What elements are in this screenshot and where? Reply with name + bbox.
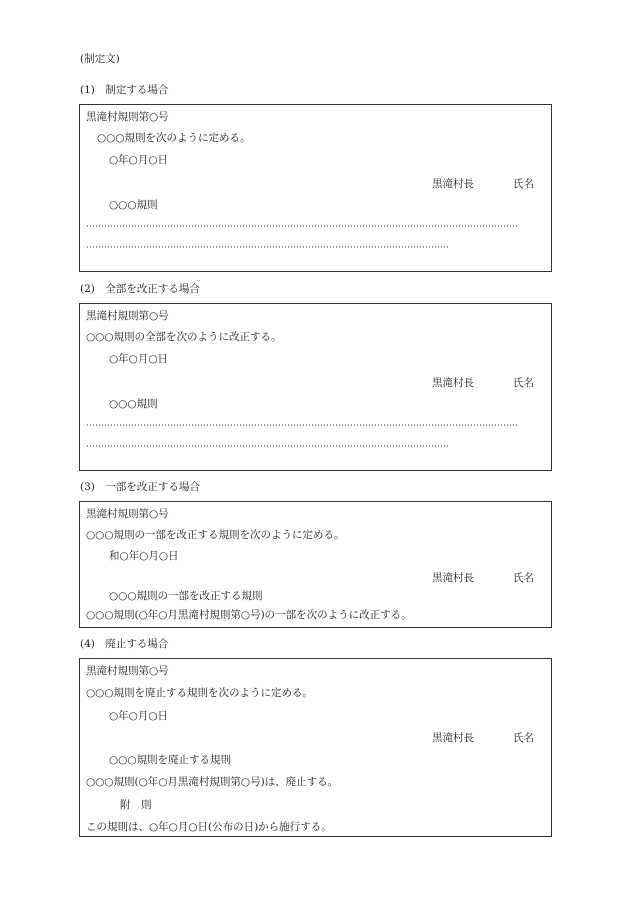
section-heading: (4) 廃止する場合 — [80, 638, 169, 650]
rule-number-line: 黒滝村規則第○号 — [86, 310, 169, 322]
signer-name: 氏名 — [513, 732, 534, 744]
section-heading: (3) 一部を改正する場合 — [80, 481, 200, 493]
date-line: ○年○月○日 — [109, 710, 168, 722]
enactment-text: ○○○規則の一部を改正する規則を次のように定める。 — [86, 529, 345, 541]
dotted-line — [86, 445, 448, 447]
rule-title: ○○○規則 — [109, 199, 158, 211]
rule-body: ○○○規則(○年○月黒滝村規則第○号)は、廃止する。 — [86, 776, 339, 788]
date-line: 和○年○月○日 — [109, 550, 179, 562]
section-heading: (2) 全部を改正する場合 — [80, 283, 200, 295]
enactment-text: ○○○規則を廃止する規則を次のように定める。 — [86, 687, 313, 699]
dotted-line — [86, 246, 448, 248]
section-box — [79, 104, 552, 272]
rule-title: ○○○規則の一部を改正する規則 — [109, 590, 263, 602]
rule-title: ○○○規則を廃止する規則 — [109, 754, 231, 766]
supplementary-text: この規則は、○年○月○日(公布の日)から施行する。 — [86, 821, 332, 833]
dotted-line — [86, 424, 518, 426]
section-box — [79, 658, 552, 837]
intro-label: (制定文) — [80, 53, 120, 65]
date-line: ○年○月○日 — [109, 154, 168, 166]
rule-number-line: 黒滝村規則第○号 — [86, 508, 169, 520]
date-line: ○年○月○日 — [109, 353, 168, 365]
rule-title: ○○○規則 — [109, 398, 158, 410]
rule-number-line: 黒滝村規則第○号 — [86, 665, 169, 677]
dotted-line — [86, 225, 518, 227]
signer-title: 黒滝村長 — [432, 377, 474, 389]
signer-title: 黒滝村長 — [432, 732, 474, 744]
rule-body: ○○○規則(○年○月黒滝村規則第○号)の一部を次のように改正する。 — [86, 609, 412, 621]
enactment-text: ○○○規則を次のように定める。 — [97, 132, 251, 144]
signer-title: 黒滝村長 — [432, 572, 474, 584]
section-box — [79, 501, 552, 628]
signer-name: 氏名 — [513, 572, 534, 584]
rule-number-line: 黒滝村規則第○号 — [86, 111, 169, 123]
signer-title: 黒滝村長 — [432, 178, 474, 190]
enactment-text: ○○○規則の全部を次のように改正する。 — [86, 331, 282, 343]
section-heading: (1) 制定する場合 — [80, 84, 169, 96]
signer-name: 氏名 — [513, 377, 534, 389]
signer-name: 氏名 — [513, 178, 534, 190]
supplementary-heading: 附 則 — [120, 799, 152, 811]
section-box — [79, 303, 552, 471]
